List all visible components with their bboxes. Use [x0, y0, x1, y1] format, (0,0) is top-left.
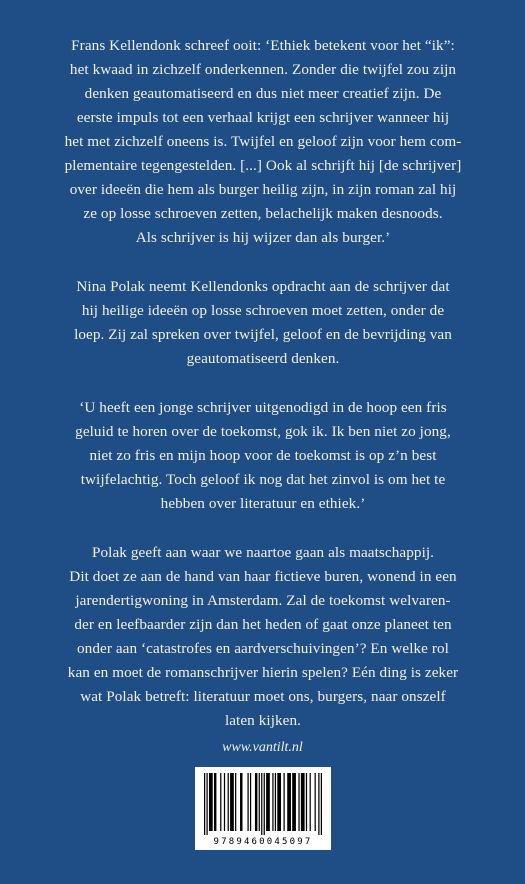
barcode-bar — [287, 773, 291, 831]
text-line: plementaire tegengestelden. [...] Ook al schrijft hij [de schrijver] — [64, 157, 462, 174]
barcode-bar — [315, 773, 316, 831]
text-line: Polak geeft aan waar we naartoe gaan als maatschappij. — [91, 544, 435, 561]
text-line: over ideeën die hem als burger heilig zijn, in zijn roman zal hij — [69, 181, 457, 198]
barcode-bar — [283, 773, 284, 831]
text-line: ‘U heeft een jonge schrijver uitgenodigd in de hoop een fris — [79, 399, 447, 416]
barcode-bar — [209, 773, 213, 831]
barcode-bar — [228, 773, 229, 831]
text-line: ze op losse schroeven zetten, belachelijk maken desnoods. — [83, 205, 443, 222]
barcode-bar — [306, 773, 307, 831]
text-line: onder aan ‘catastrofes en aardverschuivingen’? En welke rol — [76, 640, 449, 657]
text-line: wat Polak betreft: literatuur moet ons, burgers, naar onszelf — [80, 688, 446, 705]
text-line: loep. Zij zal spreken over twijfel, geloof en de bevrijding van — [74, 326, 452, 343]
isbn-barcode — [195, 767, 331, 850]
text-line: jarendertigwoning in Amsterdam. Zal de toekomst welvaren- — [75, 592, 451, 609]
barcode-bar — [214, 773, 216, 831]
text-line: Als schrijver is hij wijzer dan als burger.’ — [135, 229, 391, 246]
barcode-bar — [259, 773, 260, 831]
text-line: laten kijken. — [224, 712, 302, 729]
text-line: Dit doet ze aan de hand van haar fictieve buren, wonend in een — [69, 568, 457, 585]
barcode-bar — [255, 773, 257, 831]
text-line: eerste impuls tot een verhaal krijgt een schrijver wanneer hij — [76, 109, 450, 126]
barcode-bar — [272, 773, 273, 831]
barcode-bar — [292, 773, 296, 831]
barcode-bar — [230, 773, 234, 831]
barcode-bars — [204, 773, 322, 835]
barcode-bar — [301, 773, 305, 831]
barcode-bar — [235, 773, 236, 831]
paragraph-polak-intro — [58, 275, 468, 371]
isbn-number: 9789460045097 — [213, 837, 313, 847]
text-line: Frans Kellendonk schreef ooit: ‘Ethiek betekent voor het “ik”: — [71, 37, 455, 54]
text-line: denken geautomatiseerd en dus niet meer creatief zijn. De — [84, 85, 442, 102]
barcode-bar — [240, 773, 242, 831]
text-line: het kwaad in zichzelf onderkennen. Zonder die twijfel zou zijn — [69, 61, 457, 78]
text-line: der en leefbaarder zijn dan het heden of gaat onze planeet ten — [74, 616, 452, 633]
barcode-bar — [204, 773, 205, 835]
publisher-url[interactable]: www.vantilt.nl — [222, 740, 303, 755]
barcode-bar — [206, 773, 207, 835]
paragraph-polak-society — [58, 541, 468, 733]
text-line: hij heilige ideeën op losse schroeven moet zetten, onder de — [81, 302, 445, 319]
barcode-bar — [224, 773, 225, 831]
barcode-bar — [277, 773, 281, 831]
text-line: Nina Polak neemt Kellendonks opdracht aan de schrijver dat — [76, 278, 450, 295]
barcode-bar — [261, 773, 262, 835]
barcode-bar — [266, 773, 270, 831]
text-line: het met zichzelf oneens is. Twijfel en geloof zijn voor hem com- — [64, 133, 462, 150]
barcode-bar — [250, 773, 251, 831]
barcode-bar — [247, 773, 248, 831]
barcode-bar — [264, 773, 265, 835]
paragraph-quote-kellendonk — [58, 34, 468, 250]
barcode-bar — [275, 773, 276, 831]
text-line: niet zo fris en mijn hoop voor de toekomst is op z’n best — [89, 447, 437, 464]
text-line: geautomatiseerd denken. — [186, 350, 340, 367]
barcode-bar — [310, 773, 311, 831]
barcode-bar — [220, 773, 221, 831]
barcode-bar — [298, 773, 299, 831]
barcode-bar — [321, 773, 322, 835]
paragraph-polak-quote — [58, 396, 468, 516]
text-line: geluid te horen over de toekomst, gok ik. Ik ben niet zo jong, — [75, 423, 451, 440]
text-line: hebben over literatuur en ethiek.’ — [160, 495, 366, 512]
barcode-bar — [318, 773, 319, 835]
back-cover-text — [58, 34, 468, 757]
text-line: twijfelachtig. Toch geloof ik nog dat het zinvol is om het te — [80, 471, 446, 488]
text-line: kan en moet de romanschrijver hierin spelen? Eén ding is zeker — [67, 664, 459, 681]
